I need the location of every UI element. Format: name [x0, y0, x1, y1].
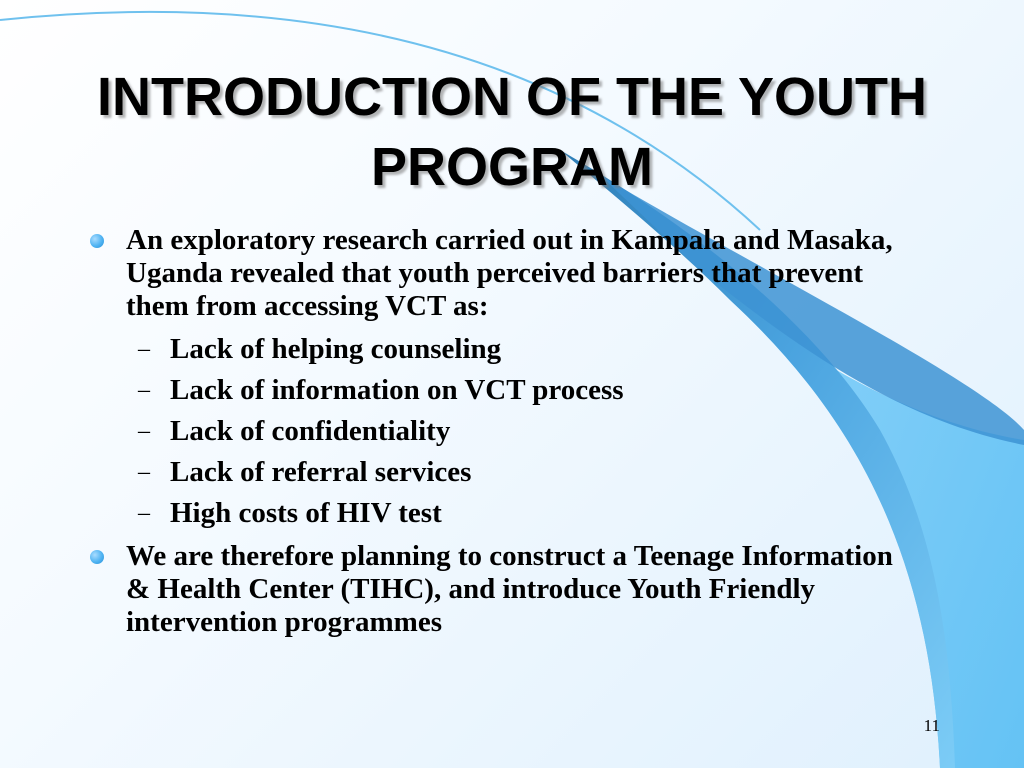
slide-title: INTRODUCTION OF THE YOUTH PROGRAM — [97, 67, 927, 197]
bullet-dot-icon — [90, 234, 104, 248]
sub-list — [88, 329, 918, 534]
dash-icon: – — [138, 459, 150, 485]
dash-icon: – — [138, 377, 150, 403]
bullet-text: We are therefore planning to construct a Teenage Information & Health Center (TIHC), and introduce Youth Friendly intervention programmes — [126, 540, 893, 638]
sub-item-text: Lack of referral services — [170, 456, 472, 488]
bullet-item — [88, 540, 918, 639]
sub-item-text: High costs of HIV test — [170, 497, 442, 529]
dash-icon: – — [138, 336, 150, 362]
sub-item — [88, 452, 918, 493]
sub-item — [88, 370, 918, 411]
sub-item — [88, 493, 918, 534]
bullet-dot-icon — [90, 550, 104, 564]
page-number: 11 — [923, 716, 940, 735]
sub-item — [88, 411, 918, 452]
sub-item — [88, 329, 918, 370]
slide-body — [88, 224, 918, 645]
sub-item-text: Lack of information on VCT process — [170, 374, 624, 406]
sub-item-text: Lack of helping counseling — [170, 333, 502, 365]
dash-icon: – — [138, 500, 150, 526]
sub-item-text: Lack of confidentiality — [170, 415, 451, 447]
bullet-item — [88, 224, 918, 323]
bullet-text: An exploratory research carried out in Kampala and Masaka, Uganda revealed that youth perceived barriers that prevent them from accessing VCT as: — [126, 224, 893, 322]
dash-icon: – — [138, 418, 150, 444]
